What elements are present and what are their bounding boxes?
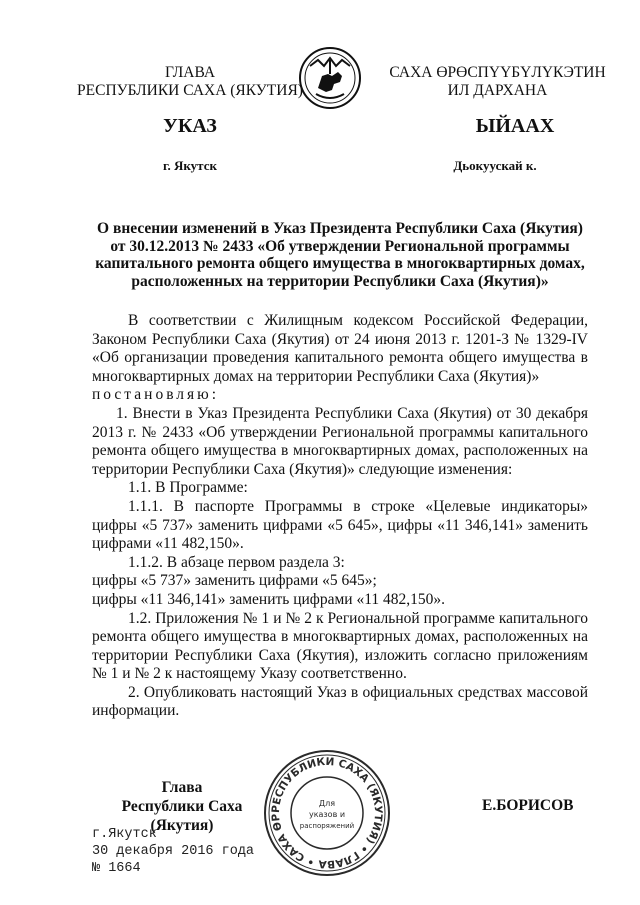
title-line: О внесении изменений в Указ Президента Республики Саха (Якутия) bbox=[97, 220, 583, 237]
city-label-ru: г. Якутск bbox=[163, 158, 217, 173]
paragraph-1-1-2-a: цифры «5 737» заменить цифрами «5 645»; bbox=[92, 572, 377, 590]
title-line: расположенных на территории Республики Саха (Якутия)» bbox=[131, 272, 549, 290]
header-left bbox=[60, 64, 320, 100]
footer-registration bbox=[92, 826, 292, 877]
title-line: капитального ремонта общего имущества в многоквартирных домах, bbox=[95, 255, 585, 272]
paragraph-1-2: 1.2. Приложения № 1 и № 2 к Региональной программе капитального ремонта общего имущества в многоквартирных домах, расположенных на территории Республики Саха (Якутия), изложить согласно приложениям № 1 и № 2 к настоящему Указу соответственно. bbox=[92, 609, 588, 683]
signatory-name: Е.БОРИСОВ bbox=[482, 797, 574, 814]
header-right bbox=[385, 64, 610, 100]
header-right-line1: САХА ӨРӨСПҮҮБҮЛҮКЭТИН bbox=[389, 64, 606, 81]
signature-title-line2: Республики Саха (Якутия) bbox=[121, 798, 243, 834]
paragraph-2: 2. Опубликовать настоящий Указ в официальных средствах массовой информации. bbox=[92, 683, 588, 720]
header-left-line1: ГЛАВА bbox=[164, 64, 216, 81]
seal-ring-text: РЕСПУБЛИКИ САХА (ЯКУТИЯ) • ГЛАВА • САХА ӨР bbox=[269, 755, 385, 871]
document-body bbox=[92, 312, 588, 721]
document-title bbox=[70, 220, 610, 290]
paragraph-1-1: 1.1. В Программе: bbox=[128, 479, 248, 497]
paragraph-1-1-2: 1.1.2. В абзаце первом раздела 3: bbox=[128, 553, 345, 571]
header-right-line2: ИЛ ДАРХАНА bbox=[447, 82, 548, 99]
paragraph-1: 1. Внести в Указ Президента Республики Саха (Якутия) от 30 декабря 2013 г. № 2433 «Об утверждении Региональной программы капитального ремонта общего имущества в многоквартирных домах, расположенных на территории Республики Саха (Якутия)» следующие изменения: bbox=[92, 404, 588, 478]
decree-label-sah: ЫЙААХ bbox=[475, 115, 555, 137]
paragraph-1-1-1: 1.1.1. В паспорте Программы в строке «Целевые индикаторы» цифры «5 737» заменить цифрами «5 645», цифры «11 346,141» заменить цифрами «11 482,150». bbox=[92, 497, 588, 553]
footer-place: г.Якутск bbox=[92, 827, 157, 842]
coat-of-arms-icon bbox=[298, 46, 362, 110]
header-left-line2: РЕСПУБЛИКИ САХА (ЯКУТИЯ) bbox=[77, 82, 303, 99]
seal-center-line3: распоряжений bbox=[299, 822, 355, 830]
paragraph-1-1-2-b: цифры «11 346,141» заменить цифрами «11 482,150». bbox=[92, 590, 446, 608]
seal-center-line1: Для bbox=[318, 799, 336, 808]
decree-word: постановляю: bbox=[92, 386, 220, 404]
intro-paragraph: В соответствии с Жилищным кодексом Российской Федерации, Законом Республики Саха (Якутия) от 24 июня 2013 г. 1201-З № 1329-IV «Об организации проведения капитального ремонта общего имущества в многоквартирных домах на территории Республики Саха (Якутия)» bbox=[92, 312, 588, 385]
footer-date: 30 декабря 2016 года bbox=[92, 844, 255, 859]
title-line: от 30.12.2013 № 2433 «Об утверждении Региональной программы bbox=[110, 237, 570, 255]
city-label-sah: Дьокуускай к. bbox=[453, 158, 537, 173]
footer-number: № 1664 bbox=[92, 861, 141, 876]
decree-label-ru: УКАЗ bbox=[163, 115, 217, 137]
seal-center-line2: указов и bbox=[308, 810, 346, 819]
signature-title-line1: Глава bbox=[161, 779, 203, 796]
